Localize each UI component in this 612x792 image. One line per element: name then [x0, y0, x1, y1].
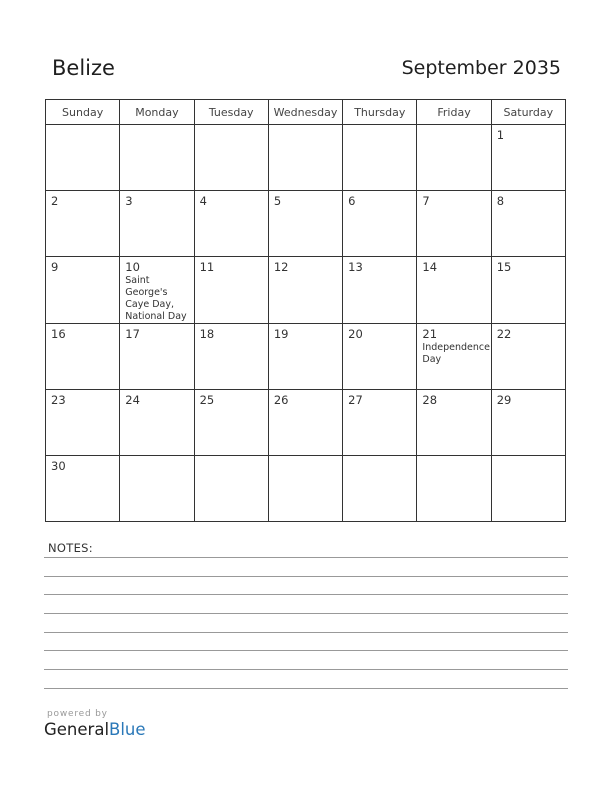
day-number: 13 [348, 260, 363, 274]
day-number: 1 [496, 128, 505, 142]
empty-day-cell [268, 125, 342, 191]
note-line [44, 557, 568, 558]
day-number: 27 [348, 393, 363, 407]
day-cell [46, 324, 120, 390]
empty-day-cell [120, 125, 194, 191]
day-cell [120, 191, 194, 257]
month-title: September 2035 [401, 57, 561, 79]
day-cell [417, 257, 491, 324]
day-number: 14 [422, 260, 438, 274]
week-row [46, 324, 566, 390]
day-cell [120, 324, 194, 390]
calendar-body [46, 125, 566, 522]
day-number: 23 [51, 393, 66, 407]
note-line [44, 632, 568, 633]
day-cell [120, 390, 194, 456]
day-number: 4 [199, 194, 207, 208]
brand-general: General [44, 720, 110, 739]
notes-label: NOTES: [48, 541, 93, 555]
week-row [46, 125, 566, 191]
day-number: 9 [51, 260, 59, 274]
day-number: 12 [273, 260, 289, 274]
holiday-label: Independence Day [422, 342, 490, 365]
day-number: 10 [125, 260, 140, 274]
empty-day-cell [194, 456, 268, 522]
calendar-grid [45, 99, 566, 522]
day-cell [417, 390, 491, 456]
weekday-thursday: Thursday [343, 100, 417, 125]
day-number: 3 [125, 194, 133, 208]
day-cell [194, 324, 268, 390]
day-cell [491, 191, 565, 257]
day-cell [491, 257, 565, 324]
empty-day-cell [194, 125, 268, 191]
day-number: 7 [422, 194, 430, 208]
day-number: 15 [496, 260, 512, 274]
day-number: 5 [273, 194, 282, 208]
day-cell [46, 390, 120, 456]
brand-blue: Blue [109, 720, 146, 739]
empty-day-cell [343, 456, 417, 522]
day-cell [46, 456, 120, 522]
day-number: 24 [125, 393, 140, 407]
note-line [44, 613, 568, 614]
day-number: 17 [125, 327, 140, 341]
weekday-monday: Monday [120, 100, 194, 125]
day-cell [491, 125, 565, 191]
day-cell [268, 191, 342, 257]
day-number: 16 [51, 327, 66, 341]
day-cell [417, 324, 491, 390]
day-number: 18 [199, 327, 215, 341]
day-cell [120, 257, 194, 324]
week-row [46, 191, 566, 257]
note-line [44, 576, 568, 577]
day-number: 21 [422, 327, 438, 341]
day-cell [46, 191, 120, 257]
day-number: 2 [51, 194, 59, 208]
week-row [46, 456, 566, 522]
week-row [46, 257, 566, 324]
weekday-sunday: Sunday [46, 100, 120, 125]
note-line [44, 688, 568, 689]
day-cell [194, 191, 268, 257]
day-number: 19 [273, 327, 289, 341]
day-cell [268, 324, 342, 390]
day-cell [343, 324, 417, 390]
day-number: 26 [273, 393, 289, 407]
empty-day-cell [491, 456, 565, 522]
day-number: 22 [496, 327, 512, 341]
empty-day-cell [417, 125, 491, 191]
day-number: 30 [51, 459, 66, 473]
day-number: 29 [496, 393, 512, 407]
day-cell [343, 191, 417, 257]
day-number: 20 [348, 327, 363, 341]
weekday-saturday: Saturday [491, 100, 565, 125]
day-number: 8 [496, 194, 505, 208]
empty-day-cell [46, 125, 120, 191]
day-cell [194, 390, 268, 456]
empty-day-cell [120, 456, 194, 522]
brand-logo[interactable] [44, 720, 146, 739]
day-cell [46, 257, 120, 324]
weekday-wednesday: Wednesday [268, 100, 342, 125]
day-cell [343, 390, 417, 456]
note-line [44, 594, 568, 595]
note-line [44, 669, 568, 670]
day-number: 28 [422, 393, 438, 407]
empty-day-cell [417, 456, 491, 522]
day-cell [343, 257, 417, 324]
day-number: 25 [199, 393, 215, 407]
day-cell [268, 257, 342, 324]
day-cell [194, 257, 268, 324]
day-cell [268, 390, 342, 456]
empty-day-cell [268, 456, 342, 522]
empty-day-cell [343, 125, 417, 191]
powered-by-text: powered by [47, 709, 108, 719]
day-number: 6 [348, 194, 356, 208]
day-cell [491, 324, 565, 390]
week-row [46, 390, 566, 456]
day-cell [417, 191, 491, 257]
holiday-label: Saint George's Caye Day, National Day [125, 275, 187, 322]
country-title: Belize [52, 56, 115, 80]
day-cell [491, 390, 565, 456]
weekday-tuesday: Tuesday [194, 100, 268, 125]
weekday-friday: Friday [417, 100, 491, 125]
day-number: 11 [199, 260, 215, 274]
note-line [44, 650, 568, 651]
weekday-header-row [46, 100, 566, 125]
